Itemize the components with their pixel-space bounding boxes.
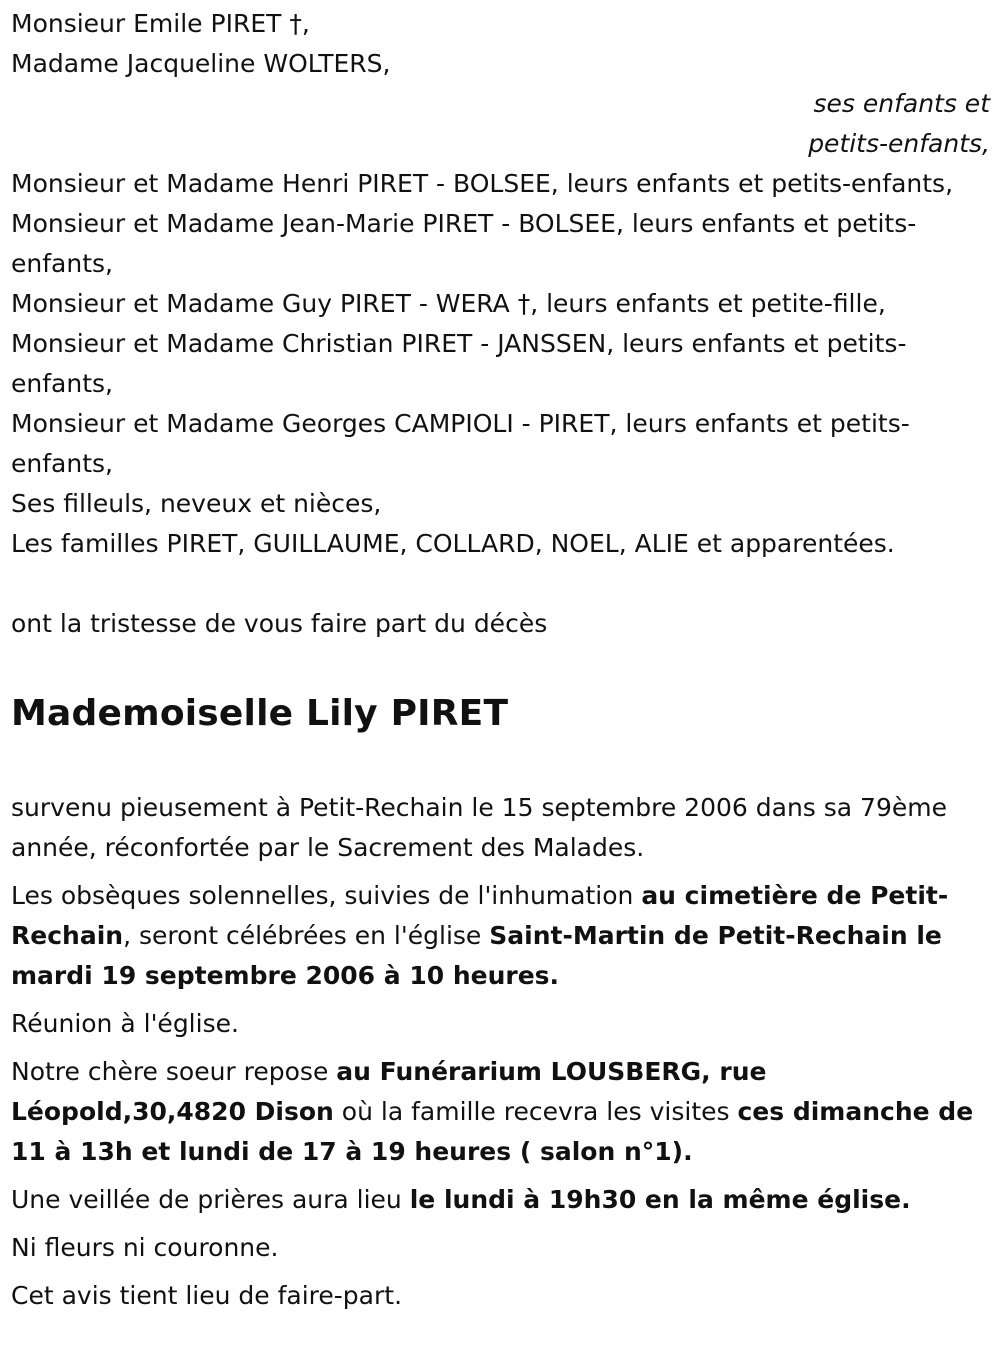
rest-visiting-hours: ces dimanche de 11 à 13h et lundi de 17 à 19 heures ( salon n°1). (11, 1097, 974, 1166)
rest-text-1: Notre chère soeur repose (11, 1057, 337, 1086)
notice-text: Cet avis tient lieu de faire-part. (11, 1281, 403, 1310)
vigil-details (11, 1180, 990, 1220)
no-flowers-text: Ni fleurs ni couronne. (11, 1233, 279, 1262)
children-note-line-2: petits-enfants, (808, 129, 990, 158)
deceased-name: Mademoiselle Lily PIRET (11, 693, 509, 734)
announcement-text: ont la tristesse de vous faire part du décès (11, 609, 548, 638)
death-details: survenu pieusement à Petit-Rechain le 15 septembre 2006 dans sa 79ème année, réconfortée par le Sacrement des Malades. (11, 793, 947, 862)
rest-text-2: où la famille recevra les visites (333, 1097, 738, 1126)
family-member: Monsieur et Madame Henri PIRET - BOLSEE, leurs enfants et petits-enfants, (11, 169, 954, 198)
funeral-text-2: , seront célébrées en l'église (123, 921, 490, 950)
children-note-line-1: ses enfants et (813, 89, 990, 118)
family-member: Monsieur et Madame Georges CAMPIOLI - PIRET, leurs enfants et petits-enfants, (11, 409, 910, 478)
rest-funerarium: au Funérarium LOUSBERG, rue Léopold,30,4820 Dison (11, 1057, 767, 1126)
funeral-cemetery: au cimetière de Petit-Rechain (11, 881, 949, 950)
family-member: Les familles PIRET, GUILLAUME, COLLARD, NOEL, ALIE et apparentées. (11, 529, 895, 558)
vigil-text: Une veillée de prières aura lieu (11, 1185, 410, 1214)
vigil-datetime: le lundi à 19h30 en la même église. (409, 1185, 911, 1214)
funeral-church-datetime: Saint-Martin de Petit-Rechain le mardi 19 septembre 2006 à 10 heures. (11, 921, 942, 990)
family-member: Monsieur et Madame Guy PIRET - WERA †, leurs enfants et petite-fille, (11, 289, 886, 318)
spacer (11, 564, 990, 604)
rest-details (11, 1052, 990, 1172)
family-members-list (11, 164, 990, 564)
family-member: Monsieur et Madame Jean-Marie PIRET - BOLSEE, leurs enfants et petits-enfants, (11, 209, 917, 278)
family-member: Monsieur et Madame Christian PIRET - JANSSEN, leurs enfants et petits-enfants, (11, 329, 907, 398)
funeral-details (11, 876, 990, 996)
meeting-text: Réunion à l'église. (11, 1009, 239, 1038)
family-member: Ses filleuls, neveux et nièces, (11, 489, 382, 518)
family-line-father: Monsieur Emile PIRET †, (11, 9, 310, 38)
funeral-text-1: Les obsèques solennelles, suivies de l'inhumation (11, 881, 642, 910)
family-line-mother: Madame Jacqueline WOLTERS, (11, 49, 391, 78)
